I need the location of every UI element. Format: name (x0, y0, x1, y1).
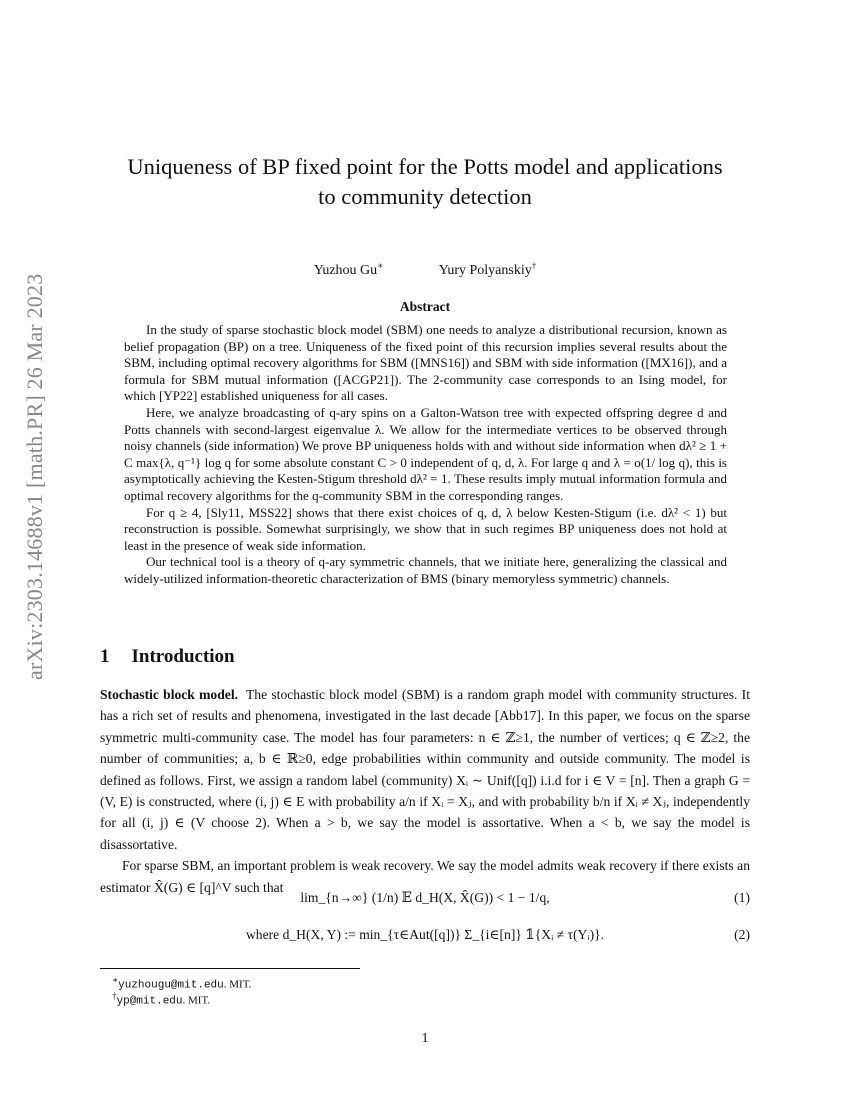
author-name: Yuzhou Gu (313, 262, 378, 278)
footnote-mark: ∗ (112, 975, 119, 985)
footnote-email[interactable]: yp@mit.edu (116, 995, 183, 1008)
footnote-mark: † (112, 991, 117, 1001)
author-list (100, 260, 750, 279)
abstract-paragraph: In the study of sparse stochastic block model (SBM) one needs to analyze a distributional recursion, known as belief propagation (BP) on a tree. Uniqueness of the fixed point of this recursion implies several results about the SBM, including optimal recovery algorithms for SBM ([MNS16]) and SBM with side information ([MX16]), and a formula for SBM mutual information ([ACGP21]). The 2-community case corresponds to an Ising model, for which [YP22] established uniqueness for all cases. (124, 322, 727, 404)
title-line-2: to community detection (318, 184, 532, 209)
intro-paragraph (100, 684, 750, 855)
title-line-1: Uniqueness of BP fixed point for the Potts model and applications (127, 154, 723, 179)
section-title: Introduction (131, 646, 235, 667)
footnote (112, 991, 210, 1008)
equation-number: (1) (734, 890, 750, 905)
intro-body (100, 684, 750, 898)
equation-content: where d_H(X, Y) := min_{τ∈Aut([q])} Σ_{i∈[n]} 𝟙{Xᵢ ≠ τ(Yᵢ)}. (245, 927, 605, 942)
author (313, 260, 384, 278)
paragraph-text: The stochastic block model (SBM) is a random graph model with community structures. It has a rich set of results and phenomena, investigated in the last decade [Abb17]. In this paper, we focus on the sparse symmetric multi-community case. The model has four parameters: n ∈ ℤ≥1, the number of vertices; q ∈ ℤ≥2, the number of communities; a, b ∈ ℝ≥0, edge probabilities within community and outside community. The model is defined as follows. First, we assign a random label (community) Xᵢ ∼ Unif([q]) i.i.d for i ∈ V = [n]. Then a graph G = (V, E) is constructed, where (i, j) ∈ E with probability a/n if Xᵢ = Xⱼ, and with probability b/n if Xᵢ ≠ Xⱼ, independently for all (i, j) ∈ (V choose 2). When a > b, we say the model is assortative. When a < b, we say the model is disassortative. (100, 687, 750, 852)
footnote-affiliation: . MIT. (223, 978, 252, 991)
footnote-affiliation: . MIT. (182, 994, 211, 1007)
abstract (124, 322, 727, 588)
arxiv-identifier: arXiv:2303.14688v1 [math.PR] 26 Mar 2023 (22, 273, 47, 680)
footnote-rule (100, 968, 360, 969)
footnote (112, 975, 251, 992)
author-name: Yury Polyanskiy (438, 262, 532, 278)
footnote-mark: ∗ (377, 260, 384, 270)
abstract-paragraph: Our technical tool is a theory of q-ary symmetric channels, that we initiate here, generalizing the classical and widely-utilized information-theoretic characterization of BMS (binary memoryless symmetric) channels. (124, 554, 727, 586)
abstract-heading: Abstract (399, 299, 451, 314)
page-number: 1 (421, 1030, 429, 1045)
footnote-mark: † (531, 260, 537, 270)
intro-paragraph: For sparse SBM, an important problem is weak recovery. We say the model admits weak recovery if there exists an estimator X̂(G) ∈ [q]^V such that (100, 858, 750, 895)
equation-content: lim_{n→∞} (1/n) 𝔼 d_H(X, X̂(G)) < 1 − 1/q, (300, 890, 550, 905)
footnote-email[interactable]: yuzhougu@mit.edu (118, 979, 224, 992)
paragraph-heading: Stochastic block model. (100, 687, 238, 702)
abstract-paragraph: For q ≥ 4, [Sly11, MSS22] shows that there exist choices of q, d, λ below Kesten-Stigum (i.e. dλ² < 1) but reconstruction is possible. Somewhat surprisingly, we show that in such regimes BP uniqueness does not hold at least in the presence of weak side information. (124, 504, 727, 553)
paper-title (100, 152, 750, 212)
abstract-paragraph: Here, we analyze broadcasting of q-ary spins on a Galton-Watson tree with expected offspring degree d and Potts channels with second-largest eigenvalue λ. We allow for the intermediate vertices to be observed through noisy channels (side information) We prove BP uniqueness holds with and without side information when dλ² ≥ 1 + C max{λ, q⁻¹} log q for some absolute constant C > 0 independent of q, d, λ. For large q and λ = o(1/ log q), this is asymptotically achieving the Kesten-Stigum threshold dλ² = 1. These results imply mutual information formula and optimal recovery algorithms for the q-community SBM in the corresponding ranges. (124, 404, 727, 503)
author (438, 260, 537, 278)
section-number: 1 (100, 646, 110, 667)
equation-number: (2) (734, 927, 750, 942)
section-heading (100, 646, 235, 668)
